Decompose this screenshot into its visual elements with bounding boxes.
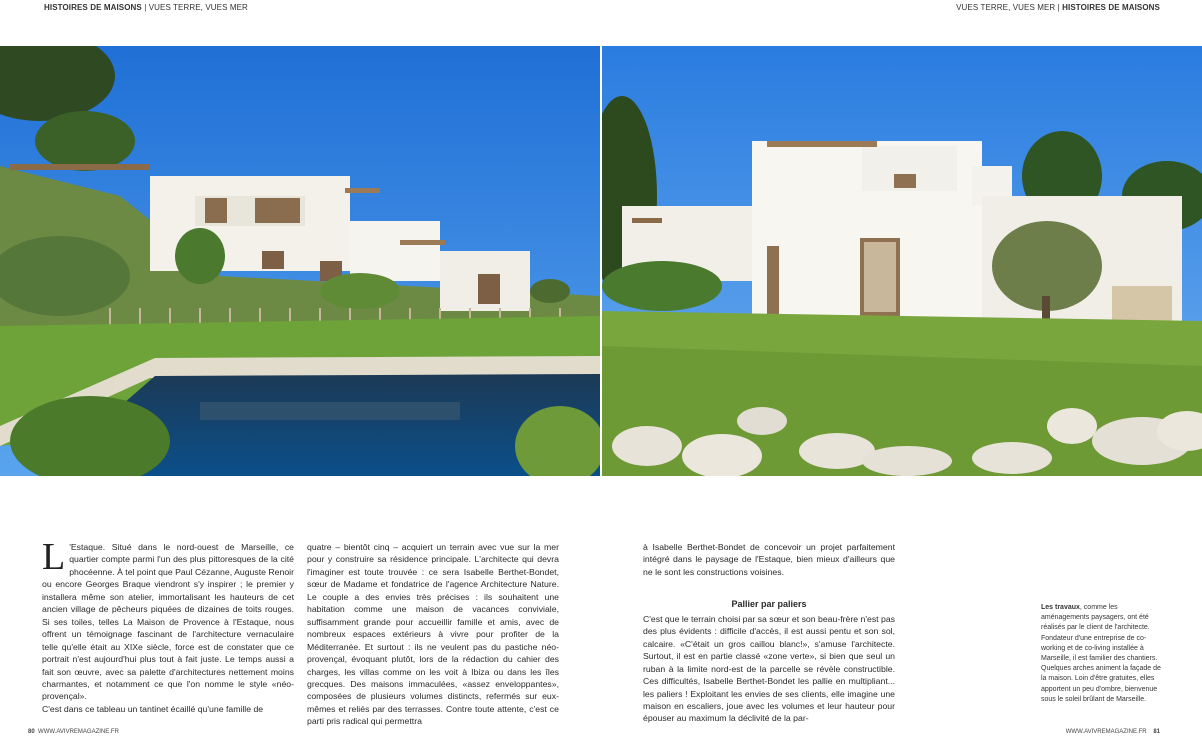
article-paragraph: à Isabelle Berthet-Bondet de concevoir un projet parfaitement intégré dans le paysage de l'Estaque, bien mieux d'ailleurs que ne le sont les constructions voisines. [643,542,895,577]
section-subhead: Pallier par paliers [731,599,807,610]
running-header-left: HISTOIRES DE MAISONS | VUES TERRE, VUES MER [44,3,248,12]
running-header-right: VUES TERRE, VUES MER | HISTOIRES DE MAISONS [956,3,1160,12]
villa-olive-tree-photo [602,46,1202,476]
villa-pool-photo [0,46,600,476]
article-paragraph: C'est dans ce tableau un tantinet écaillé qu'une famille de [42,703,264,714]
article-column-1 [42,536,294,715]
article-paragraph: quatre – bientôt cinq – acquiert un terrain avec vue sur la mer pour y construire sa résidence principale. L'architecte qui devra l'imaginer est toute trouvée : ce sera Isabelle Berthet-Bondet, sœur de Madame et fondatrice de l'agence Architecture Nature. Le couple a des envies très précises : ils souhaitent une habitation comme une maison de vacances conviviale, suffisamment grande pour accueillir famille et amis, avec de nombreux espaces extérieurs à vivre pour profiter de la Méditerranée. Et surtout : ils ne veulent pas du pastiche néo-provençal, évoquant plutôt, lors de la rédaction du cahier des charges, les villas comme on les voit à Ibiza ou dans les îles grecques. Des maisons immaculées, «assez enveloppantes», composées de plusieurs volumes distincts, refermés sur eux-mêmes et reliés par des terrasses. Contre toute attente, c'est ce parti pris radical qui permettra [307,542,559,727]
article-column-2 [307,541,559,728]
dropcap: L [42,536,66,578]
article-paragraph: 'Estaque. Situé dans le nord-ouest de Marseille, ce quartier compte parmi l'un des plus pittoresques de la cité phocéenne. À tel point que Paul Cézanne, Auguste Renoir ou encore Georges Braque viendront s'y inspirer ; le premier y installera même son atelier, immortalisant les hauteurs de cet ancien village de pêcheurs piquées de dizaines de toits rouges. Si ses toiles, telles La Maison de Provence à l'Estaque, nous offrent un témoignage fascinant de l'architecture vernaculaire telle qu'elle était au XIXe siècle, force est de constater que ce portrait n'est aujourd'hui plus tout à fait juste. Le temps aussi a fait son œuvre, avec sa palette d'architectures nettement moins charmantes, et notamment ce que l'on nomme le style «néo-provençal». [42,542,294,702]
article-column-3 [643,541,895,725]
photo-caption: Les travaux, comme les aménagements paysagers, ont été réalisés par le client de l'architecte. Fondateur d'une entreprise de co-working et de co-living installée à Marseille, il est familier des chantiers. Quelques arches animent la façade de la maison. Loin d'être gratuites, elles apportent un peu d'ombre, bienvenue sous le soleil brûlant de Marseille. [1041,604,1161,703]
article-paragraph: C'est que le terrain choisi par sa sœur et son beau-frère n'est pas des plus évidents : difficile d'accès, il est aussi pentu et son sol, calcaire. «C'était un gros caillou blanc!», s'amuse l'architecte. Surtout, il est en partie classé «zone verte», si bien que seul un ruban à la limite nord-est de la parcelle se révèle constructible. Ces difficultés, Isabelle Berthet-Bondet les pallie en multipliant... les paliers ! Exploitant les envies de ses clients, elle imagine une maison en escaliers, joue avec les volumes et leur hauteur pour épouser au maximum la déclivité de la par- [643,613,895,724]
footer-right: WWW.AVIVREMAGAZINE.FR 81 [1065,729,1160,735]
footer-left: 80 WWW.AVIVREMAGAZINE.FR [28,729,119,735]
